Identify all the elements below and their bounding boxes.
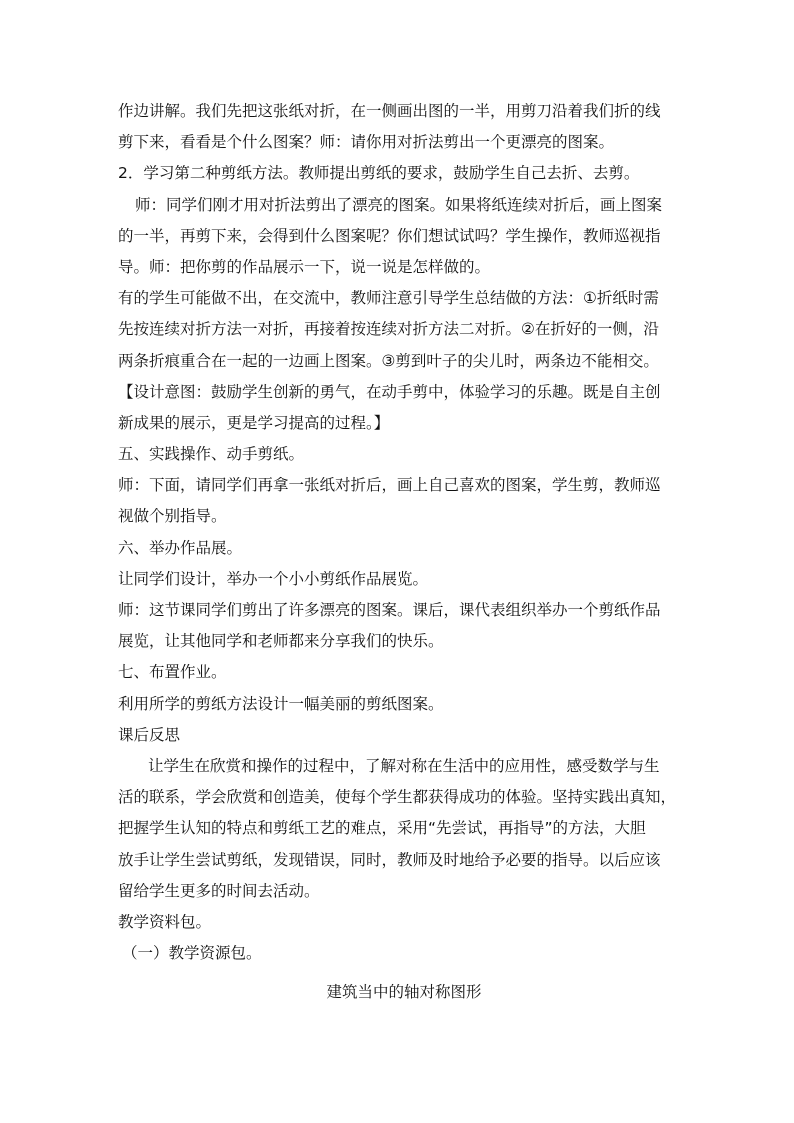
paragraph-line: 展览，让其他同学和老师都来分享我们的快乐。 [118,632,444,651]
paragraph-line: 让同学们设计，举办一个小小剪纸作品展览。 [118,569,429,588]
paragraph-line: 的一半，再剪下来，会得到什么图案呢？你们想试试吗？学生操作，教师巡视指 [118,226,661,245]
paragraph-line: 有的学生可能做不出，在交流中，教师注意引导学生总结做的方法：①折纸时需 [118,289,659,308]
reflection-heading: 课后反思 [118,725,181,744]
reflection-line: 留给学生更多的时间去活动。 [118,881,320,900]
reflection-line: 让学生在欣赏和操作的过程中，了解对称在生活中的应用性，感受数学与生 [148,756,660,775]
paragraph-line: 师：同学们刚才用对折法剪出了漂亮的图案。如果将纸连续对折后，画上图案 [135,195,663,214]
resource-heading: 教学资料包。 [118,912,212,931]
paragraph-line: 师：这节课同学们剪出了许多漂亮的图案。课后，课代表组织举办一个剪纸作品 [118,601,661,619]
resource-title: 建筑当中的轴对称图形 [326,983,482,1002]
section-heading: 七、布置作业。 [118,663,227,682]
reflection-line: 活的联系，学会欣赏和创造美，使每个学生都获得成功的体验。坚持实践出真知， [118,788,677,807]
paragraph-line: 两条折痕重合在一起的一边画上图案。③剪到叶子的尖儿时，两条边不能相交。 [118,351,659,370]
paragraph-line: 利用所学的剪纸方法设计一幅美丽的剪纸图案。 [118,694,444,713]
paragraph-line: 视做个别指导。 [118,507,227,526]
paragraph-line: 先按连续对折方法一对折，再接着按连续对折方法二对折。②在折好的一侧，沿 [118,320,659,339]
paragraph-line: 作边讲解。我们先把这张纸对折，在一侧画出图的一半，用剪刀沿着我们折的线 [118,102,661,120]
paragraph-line: 导。师：把你剪的作品展示一下，说一说是怎样做的。 [118,257,491,276]
section-heading: 五、实践操作、动手剪纸。 [118,445,305,464]
paragraph-line: 师：下面，请同学们再拿一张纸对折后，画上自己喜欢的图案，学生剪，教师巡 [118,476,661,495]
design-intent-line: 新成果的展示，更是学习提高的过程。】 [118,413,390,432]
resource-subheading: （一）教学资源包。 [122,944,262,963]
section-heading: 六、举办作品展。 [118,538,243,557]
paragraph-line: 剪下来，看看是个什么图案？师：请你用对折法剪出一个更漂亮的图案。 [118,133,615,152]
document-body [118,96,678,1008]
reflection-line: 把握学生认知的特点和剪纸工艺的难点，采用“先尝试，再指导”的方法，大胆 [118,819,646,838]
reflection-line: 放手让学生尝试剪纸，发现错误，同时，教师及时地给予必要的指导。以后应该 [118,850,661,869]
design-intent-line: 【设计意图：鼓励学生创新的勇气，在动手剪中，体验学习的乐趣。既是自主创 [118,382,661,401]
paragraph-line: 2．学习第二种剪纸方法。教师提出剪纸的要求，鼓励学生自己去折、去剪。 [118,164,640,183]
